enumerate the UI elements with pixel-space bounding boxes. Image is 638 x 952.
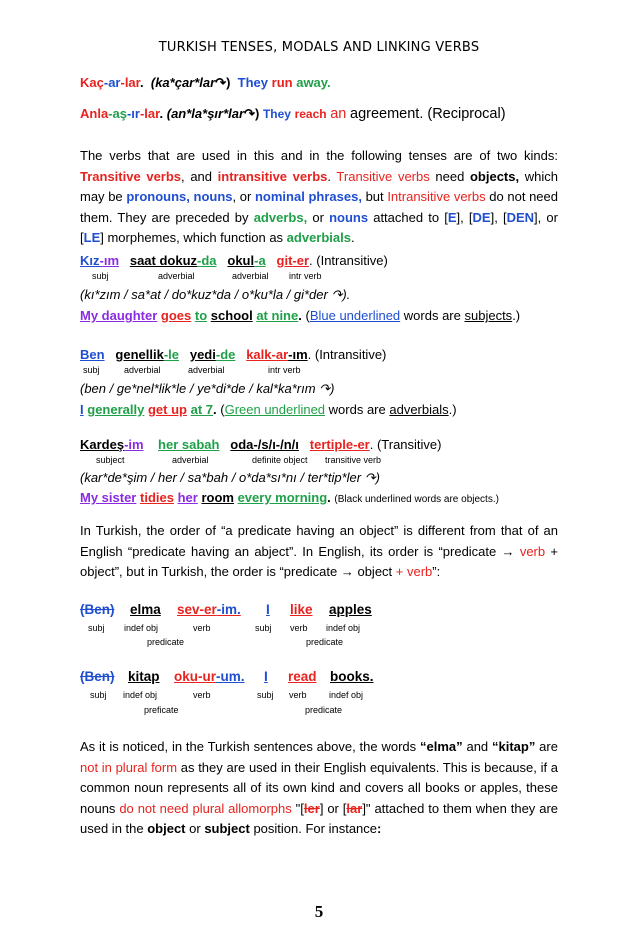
text: (	[216, 402, 225, 417]
text: Blue underlined	[309, 308, 401, 323]
term-nouns: nouns	[193, 189, 233, 205]
suffix-a: -a	[254, 253, 266, 268]
term-verb: verb	[519, 543, 546, 559]
suffix-as: -aş	[108, 106, 127, 121]
word-kalk: kalk	[246, 347, 272, 362]
word-okurum	[174, 669, 245, 684]
word-ben-paren-2	[80, 669, 115, 684]
term-no-plural: do not need plural allomorphs	[119, 800, 292, 816]
suffix-er: -er	[292, 253, 310, 268]
text: ], [	[456, 209, 473, 225]
gloss: intr verb	[289, 271, 322, 281]
gloss: adverbial	[172, 455, 209, 465]
gloss: subject	[96, 455, 125, 465]
gloss: adverbial	[188, 365, 225, 375]
example-ben-genellikle	[80, 347, 386, 363]
eng-they: They	[237, 75, 269, 90]
word-ben-paren	[80, 602, 115, 617]
text: -ur	[198, 669, 217, 684]
text: adverbials	[389, 402, 449, 417]
word-anla: Anla	[80, 106, 109, 121]
text: (	[301, 308, 310, 323]
text: but	[361, 189, 388, 205]
gloss: definite object	[252, 455, 308, 465]
gloss: indef obj	[329, 690, 364, 700]
eng-school: school	[210, 308, 253, 323]
term-intransitive: intransitive verbs	[217, 168, 328, 184]
period: .	[213, 402, 217, 417]
eng-room: room	[201, 490, 234, 505]
word-tertiple: tertiple	[309, 437, 354, 452]
text: ], or [	[80, 209, 558, 246]
note: . (Intransitive)	[309, 253, 388, 268]
gloss: subj	[88, 623, 105, 633]
text: or	[185, 821, 205, 837]
pronunciation-ex1	[80, 287, 350, 303]
close-paren2: )	[254, 106, 260, 121]
word-kitap: kitap	[128, 669, 160, 684]
word-sever	[177, 602, 241, 617]
glosses-ex4-pred	[80, 637, 560, 648]
paragraph-word-order	[80, 521, 558, 583]
eng-tidies: tidies	[140, 490, 174, 505]
text: words are	[325, 402, 390, 417]
pronunciation: (kı*zım / sa*at / do*kuz*da / o*ku*la / gi*der ↷).	[80, 287, 351, 302]
eng-books: books.	[330, 669, 374, 684]
intonation-arrow-icon: ↷	[215, 75, 227, 90]
text: attached to [	[368, 209, 448, 225]
text: As it is noticed, in the Turkish sentences above, the words	[80, 739, 420, 754]
text: object	[80, 564, 115, 580]
pronunciation: (ka*çar*lar	[150, 75, 216, 90]
paragraph-verb-kinds	[80, 146, 558, 249]
gloss: verb	[193, 623, 211, 633]
text: or	[307, 209, 330, 225]
text: :	[377, 821, 382, 837]
eng-i: I	[80, 402, 84, 417]
text: .	[327, 168, 337, 184]
example-kitap	[80, 669, 115, 684]
suffix-ar: -ar	[103, 75, 121, 90]
page-number: 5	[314, 902, 324, 921]
text: (Ben)	[80, 669, 115, 684]
morpheme-den: DEN	[506, 209, 535, 225]
gloss: verb	[193, 690, 211, 700]
period: .	[327, 490, 331, 505]
text: , or	[232, 189, 255, 205]
text: ”, but in Turkish, the order is “predicate → object	[114, 564, 396, 580]
gloss: intr verb	[268, 365, 301, 375]
suffix-da: -da	[197, 253, 217, 268]
text: ”:	[432, 564, 441, 580]
word-genellik: genellik	[115, 347, 164, 362]
note: . (Transitive)	[369, 437, 442, 452]
example-anlasirlar	[80, 106, 506, 122]
example-kardesim	[80, 437, 441, 453]
term-transitive-2: Transitive verbs	[336, 168, 430, 184]
text: "[	[291, 800, 304, 816]
eng-i: I	[264, 669, 268, 684]
gloss: predicate	[305, 705, 343, 715]
suffix-er: -er	[353, 437, 370, 452]
english-ex3	[80, 490, 499, 508]
suffix-lar2: -lar	[139, 106, 160, 121]
gloss: verb	[289, 690, 307, 700]
text: oku	[174, 669, 199, 684]
eng-they2: They	[262, 107, 291, 121]
example-elma	[80, 602, 115, 617]
morpheme-e: E	[447, 209, 457, 225]
period: .	[298, 308, 302, 323]
eng-her: her	[177, 490, 198, 505]
glosses-ex1	[80, 271, 560, 282]
word-kardes: Kardeş	[80, 437, 125, 452]
gloss: adverbial	[124, 365, 161, 375]
gloss: adverbial	[158, 271, 195, 281]
term-verb-2: verb	[403, 564, 433, 580]
text: .	[351, 230, 355, 246]
close-paren: )	[226, 75, 231, 90]
text: ], [	[490, 209, 507, 225]
text: and	[462, 739, 492, 754]
text: are	[535, 739, 558, 754]
gloss: verb	[290, 623, 308, 633]
text: words are	[400, 308, 465, 323]
english-ex1	[80, 308, 520, 324]
word-git: git	[276, 253, 293, 268]
eng-at-nine: at nine	[256, 308, 299, 323]
eng-i: I	[266, 602, 270, 617]
eng-like: like	[290, 602, 313, 617]
text: In Turkish, the order of “a predicate having an object” is different from that of an English “predicate having an abject”. In English, its order is “predicate →	[80, 523, 558, 559]
text: (Ben)	[80, 602, 115, 617]
suffix-lar: -lar	[120, 75, 140, 90]
text: ] morphemes, which function as	[100, 230, 287, 246]
text: -er	[199, 602, 217, 617]
term-kitap: “kitap”	[492, 739, 536, 754]
suffix-im: -ım	[99, 253, 119, 268]
text: .)	[448, 402, 457, 417]
period: .	[140, 75, 144, 90]
example-kizim	[80, 253, 388, 269]
text: Green underlined	[224, 402, 326, 417]
term-elma: “elma”	[419, 739, 463, 754]
term-intransitive-2: Intransitive verbs	[387, 189, 486, 205]
word-saat-dokuz: saat dokuz	[129, 253, 198, 268]
pronunciation-ex2	[80, 381, 334, 397]
gloss: adverbial	[232, 271, 269, 281]
eng-goes: goes	[160, 308, 192, 323]
eng-away: away.	[296, 75, 331, 90]
text: -im.	[216, 602, 241, 617]
eng-at-7: at 7	[190, 402, 213, 417]
term-nouns-2: nouns	[329, 209, 369, 225]
eng-agreement: agreement. (Reciprocal)	[350, 106, 506, 122]
gloss: subj	[90, 690, 107, 700]
text: ] or [	[319, 800, 347, 816]
term-transitive: Transitive verbs	[80, 168, 182, 184]
gloss: subj	[257, 690, 274, 700]
eng-every-morning: every morning	[237, 490, 328, 505]
eng-an: an	[330, 106, 347, 122]
gloss: subj	[92, 271, 109, 281]
period2: .	[159, 106, 164, 121]
text: +	[395, 564, 404, 580]
glosses-ex3	[80, 455, 560, 466]
word-elma: elma	[130, 602, 161, 617]
word-kiz: Kız	[80, 253, 100, 268]
term-subject: subject	[204, 821, 250, 837]
english-ex2	[80, 402, 457, 418]
eng-generally: generally	[87, 402, 145, 417]
text: need	[429, 168, 470, 184]
gloss: transitive verb	[325, 455, 382, 465]
text: The verbs that are used in this and in the following tenses are of two kinds:	[80, 148, 558, 163]
gloss: preficate	[144, 705, 179, 715]
running-header: TURKISH TENSES, MODALS AND LINKING VERBS	[158, 40, 480, 55]
gloss: indef obj	[326, 623, 361, 633]
text: .)	[512, 308, 521, 323]
term-adverbials: adverbials	[286, 230, 351, 246]
morpheme-le: LE	[83, 230, 101, 246]
suffix-de: -de	[215, 347, 236, 362]
suffix-le: -le	[163, 347, 179, 362]
paragraph-plural-note	[80, 737, 558, 840]
gloss: indef obj	[124, 623, 159, 633]
text: -um.	[216, 669, 245, 684]
term-not-plural: not in plural form	[80, 759, 178, 775]
morpheme-lar: lar	[346, 800, 363, 816]
gloss: predicate	[306, 637, 344, 647]
glosses-ex5-pred	[80, 705, 560, 716]
eng-reach: reach	[294, 107, 327, 121]
suffix-ar: -ar	[271, 347, 289, 362]
word-odasini: oda-/s/ı-/n/ı	[230, 437, 299, 452]
text: subjects	[464, 308, 513, 323]
gloss: indef obj	[123, 690, 158, 700]
eng-apples: apples	[329, 602, 372, 617]
note: (Black underlined words are objects.)	[334, 494, 499, 505]
term-pronouns: pronouns,	[126, 189, 190, 205]
word-okul: okul	[227, 253, 255, 268]
term-nominal: nominal phrases,	[254, 189, 362, 205]
eng-my-daughter: My daughter	[80, 308, 158, 323]
glosses-ex5	[80, 690, 560, 701]
eng-get-up: get up	[147, 402, 187, 417]
pronunciation-ex3	[80, 470, 380, 486]
pronunciation: (kar*de*şim / her / sa*bah / o*da*sı*nı / ter*tip*ler ↷)	[80, 470, 380, 485]
suffix-im: -ım	[288, 347, 308, 362]
word-yedi: yedi	[189, 347, 216, 362]
term-adverbs: adverbs,	[253, 209, 308, 225]
text: as they are used in their English equivalents. This is because, if a common noun represents all of its own kind and covers all books or apples, these nouns	[80, 759, 558, 816]
note: . (Intransitive)	[307, 347, 387, 362]
eng-my-sister: My sister	[80, 490, 137, 505]
text: which may be	[80, 168, 558, 205]
intonation-arrow-icon-2: ↷	[244, 106, 255, 121]
morpheme-ler: ler	[303, 800, 320, 816]
suffix-ir: -ır	[126, 106, 140, 121]
morpheme-de: DE	[472, 209, 491, 225]
term-object: object	[147, 821, 186, 837]
text: do not need them. They are preceded by	[80, 189, 558, 225]
gloss: subj	[255, 623, 272, 633]
glosses-ex4	[80, 623, 560, 634]
text: ]" attached to them when they are used in the	[80, 800, 558, 837]
text: , and	[181, 168, 218, 184]
word-ben: Ben	[80, 347, 105, 362]
eng-run: run	[271, 75, 293, 90]
gloss: subj	[83, 365, 100, 375]
example-kacarlar	[80, 75, 331, 91]
text: +	[545, 543, 558, 559]
term-objects: objects,	[469, 168, 520, 184]
word-her-sabah: her sabah	[158, 437, 220, 452]
text: position. For instance	[249, 821, 378, 837]
word-kac: Kaç	[80, 75, 104, 90]
suffix-im: -im	[124, 437, 144, 452]
eng-read: read	[288, 669, 317, 684]
gloss: predicate	[147, 637, 185, 647]
text: sev	[177, 602, 200, 617]
eng-to: to	[194, 308, 208, 323]
pronunciation: (ben / ge*nel*lik*le / ye*di*de / kal*ka*rım ↷)	[80, 381, 335, 396]
glosses-ex2	[80, 365, 560, 376]
pronunciation2: (an*la*şır*lar	[166, 106, 245, 121]
